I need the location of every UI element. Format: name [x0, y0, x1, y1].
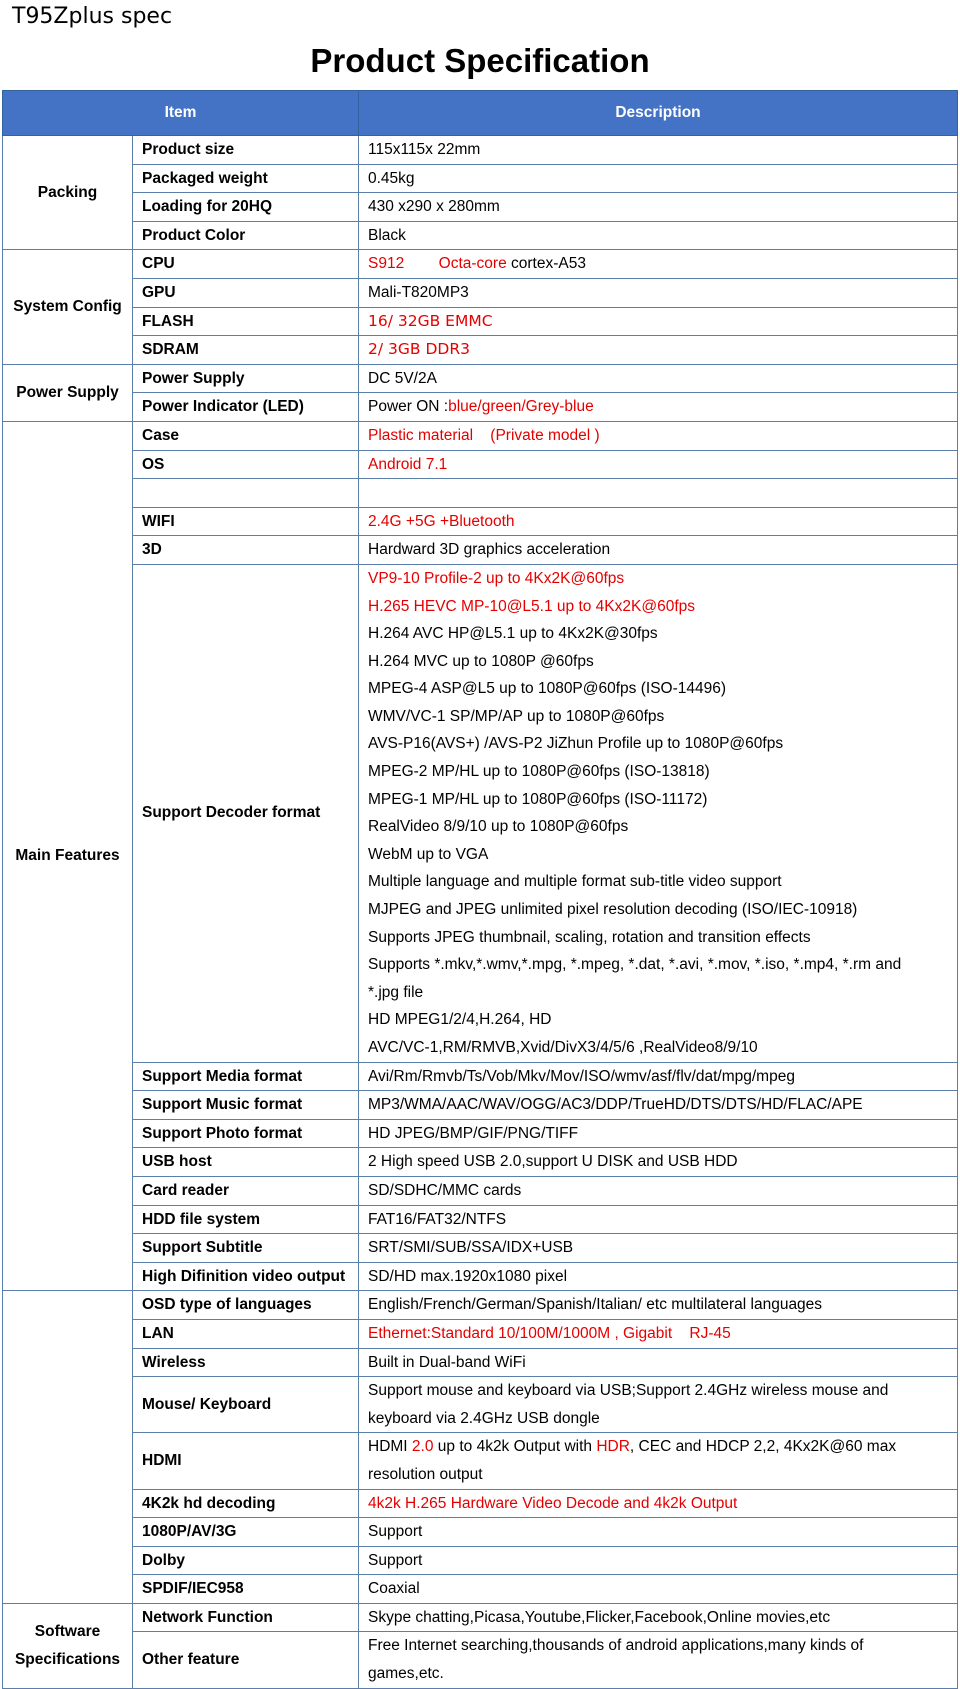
description-line — [368, 1604, 948, 1632]
description-line — [368, 620, 948, 648]
table-row — [3, 507, 958, 536]
description-line — [368, 813, 948, 841]
item-description — [359, 164, 958, 193]
item-label: CPU — [133, 250, 359, 279]
table-row — [3, 450, 958, 479]
item-description — [359, 1262, 958, 1291]
description-text: H.264 AVC HP@L5.1 up to 4Kx2K@30fps — [368, 625, 658, 643]
item-label: Network Function — [133, 1603, 359, 1632]
description-text: cortex-A53 — [506, 255, 586, 273]
item-label: HDMI — [133, 1433, 359, 1489]
description-text: MPEG-4 ASP@L5 up to 1080P@60fps (ISO-14496) — [368, 680, 727, 698]
description-line — [368, 675, 948, 703]
description-line — [368, 1547, 948, 1575]
item-description — [359, 479, 958, 508]
description-line — [368, 393, 948, 421]
description-line — [368, 1490, 948, 1518]
item-label — [133, 479, 359, 508]
description-line — [368, 1177, 948, 1205]
description-line — [368, 451, 948, 479]
description-text: Ethernet:Standard 10/100M/1000M , Gigabit RJ-45 — [368, 1324, 731, 1342]
table-row — [3, 1291, 958, 1320]
table-row — [3, 1062, 958, 1091]
description-text: keyboard via 2.4GHz USB dongle — [368, 1409, 600, 1427]
item-label: Card reader — [133, 1176, 359, 1205]
item-description — [359, 450, 958, 479]
item-description — [359, 421, 958, 450]
description-line — [368, 1263, 948, 1291]
description-text: Support — [368, 1523, 423, 1541]
group-label: Software Specifications — [3, 1603, 133, 1688]
description-text: 16/ 32GB EMMC — [368, 311, 493, 330]
item-description — [359, 1176, 958, 1205]
table-row — [3, 307, 958, 336]
description-text: S912 — [368, 255, 405, 273]
document-title: T95Zplus spec — [12, 4, 173, 29]
item-label: Loading for 20HQ — [133, 193, 359, 222]
description-text: Octa-core — [438, 255, 507, 273]
item-label: Packaged weight — [133, 164, 359, 193]
description-text: 2.0 — [411, 1438, 434, 1456]
table-row — [3, 1489, 958, 1518]
item-label: Support Music format — [133, 1091, 359, 1120]
table-header-row — [3, 91, 958, 136]
description-line — [368, 308, 948, 336]
table-row — [3, 1603, 958, 1632]
description-text: Avi/Rm/Rmvb/Ts/Vob/Mkv/Mov/ISO/wmv/asf/flv/dat/mpg/mpeg — [368, 1067, 795, 1085]
description-line — [368, 896, 948, 924]
table-row — [3, 536, 958, 565]
description-line — [368, 951, 948, 979]
item-description — [359, 307, 958, 336]
description-text: Mali-T820MP3 — [368, 283, 469, 301]
description-text: MP3/WMA/AAC/WAV/OGG/AC3/DDP/TrueHD/DTS/DTS/HD/FLAC/APE — [368, 1096, 863, 1114]
description-line — [368, 222, 948, 250]
description-text: games,etc. — [368, 1665, 444, 1683]
table-row — [3, 1234, 958, 1263]
description-text: RealVideo 8/9/10 up to 1080P@60fps — [368, 818, 629, 836]
group-label: Main Features — [3, 421, 133, 1290]
item-description — [359, 1433, 958, 1489]
spec-table-body — [3, 136, 958, 1689]
description-text: Support mouse and keyboard via USB;Support 2.4GHz wireless mouse and — [368, 1382, 889, 1400]
description-line — [368, 165, 948, 193]
table-row — [3, 136, 958, 165]
item-label: USB host — [133, 1148, 359, 1177]
description-text: Skype chatting,Picasa,Youtube,Flicker,Facebook,Online movies,etc — [368, 1608, 831, 1626]
description-text: , CEC and HDCP 2,2, 4Kx2K@60 max — [629, 1438, 897, 1456]
description-line — [368, 565, 948, 593]
description-line — [368, 841, 948, 869]
table-row — [3, 421, 958, 450]
item-label: Support Decoder format — [133, 564, 359, 1062]
item-label: Support Media format — [133, 1062, 359, 1091]
description-text: Android 7.1 — [368, 455, 448, 473]
description-text: MPEG-1 MP/HL up to 1080P@60fps (ISO-11172) — [368, 790, 708, 808]
description-text: DC 5V/2A — [368, 369, 437, 387]
item-label: Power Supply — [133, 364, 359, 393]
description-line — [368, 1091, 948, 1119]
page-title: Product Specification — [310, 42, 650, 79]
description-text: SRT/SMI/SUB/SSA/IDX+USB — [368, 1239, 574, 1257]
item-description — [359, 1062, 958, 1091]
description-text: MJPEG and JPEG unlimited pixel resolution decoding (ISO/IEC-10918) — [368, 901, 858, 919]
description-text: Multiple language and multiple format sub-title video support — [368, 873, 782, 891]
item-label: LAN — [133, 1319, 359, 1348]
description-line — [368, 1405, 948, 1433]
description-line — [368, 1006, 948, 1034]
item-description — [359, 221, 958, 250]
table-row — [3, 1518, 958, 1547]
description-text: SD/HD max.1920x1080 pixel — [368, 1267, 568, 1285]
description-line — [368, 508, 948, 536]
description-line — [368, 536, 948, 564]
description-text: 4k2k H.265 Hardware Video Decode and 4k2k Output — [368, 1494, 738, 1512]
description-line — [368, 868, 948, 896]
description-line — [368, 1632, 948, 1660]
item-label: Support Subtitle — [133, 1234, 359, 1263]
item-description — [359, 1603, 958, 1632]
item-label: 4K2k hd decoding — [133, 1489, 359, 1518]
item-description — [359, 1119, 958, 1148]
table-row — [3, 1148, 958, 1177]
description-text: 2/ 3GB DDR3 — [368, 340, 470, 359]
table-row — [3, 336, 958, 365]
description-line — [368, 136, 948, 164]
table-row — [3, 364, 958, 393]
description-text: AVC/VC-1,RM/RMVB,Xvid/DivX3/4/5/6 ,RealVideo8/9/10 — [368, 1039, 758, 1056]
item-label: Other feature — [133, 1632, 359, 1688]
description-text: SD/SDHC/MMC cards — [368, 1181, 522, 1199]
item-description — [359, 1632, 958, 1688]
description-text: *.jpg file — [368, 983, 424, 1001]
description-text: Plastic material (Private model ) — [368, 426, 600, 444]
table-row — [3, 1348, 958, 1377]
description-line — [368, 1660, 948, 1688]
item-label: HDD file system — [133, 1205, 359, 1234]
description-line — [368, 1034, 948, 1062]
item-description — [359, 136, 958, 165]
description-text: 2 High speed USB 2.0,support U DISK and USB HDD — [368, 1153, 738, 1171]
item-label: Mouse/ Keyboard — [133, 1377, 359, 1433]
item-description — [359, 564, 958, 1062]
group-label: Power Supply — [3, 364, 133, 421]
description-text: 2.4G +5G +Bluetooth — [368, 512, 515, 530]
group-label: Packing — [3, 136, 133, 250]
item-description — [359, 250, 958, 279]
description-text: AVS-P16(AVS+) /AVS-P2 JiZhun Profile up to 1080P@60fps — [368, 735, 784, 753]
item-description — [359, 536, 958, 565]
item-description — [359, 1291, 958, 1320]
item-description — [359, 507, 958, 536]
description-text: Built in Dual-band WiFi — [368, 1353, 526, 1371]
description-text: Support — [368, 1551, 423, 1569]
description-line — [368, 1320, 948, 1348]
table-row — [3, 1377, 958, 1433]
description-text: Power ON : — [368, 398, 449, 416]
item-label: OS — [133, 450, 359, 479]
description-text: HD JPEG/BMP/GIF/PNG/TIFF — [368, 1124, 579, 1142]
group-label — [3, 1291, 133, 1604]
table-row — [3, 1433, 958, 1489]
item-description — [359, 1575, 958, 1604]
description-text: Hardward 3D graphics acceleration — [368, 541, 611, 559]
description-line — [368, 1148, 948, 1176]
description-text: up to 4k2k Output with — [433, 1438, 597, 1456]
description-line — [368, 1234, 948, 1262]
description-text: H.264 MVC up to 1080P @60fps — [368, 652, 594, 670]
item-label: Dolby — [133, 1546, 359, 1575]
table-row — [3, 479, 958, 508]
description-text: 115x115x 22mm — [368, 141, 481, 158]
description-line — [368, 979, 948, 1007]
spec-table — [2, 90, 958, 1689]
description-line — [368, 1349, 948, 1377]
description-text: HDR — [596, 1438, 630, 1456]
description-line — [368, 924, 948, 952]
item-description — [359, 364, 958, 393]
description-text: VP9-10 Profile-2 up to 4Kx2K@60fps — [368, 569, 625, 587]
description-text: resolution output — [368, 1465, 483, 1483]
column-header-item: Item — [3, 91, 359, 136]
table-row — [3, 250, 958, 279]
description-line — [368, 593, 948, 621]
item-label: 3D — [133, 536, 359, 565]
description-line — [368, 1377, 948, 1405]
description-text: blue/green/Grey-blue — [448, 398, 594, 416]
table-row — [3, 564, 958, 1062]
description-line — [368, 786, 948, 814]
item-label: Case — [133, 421, 359, 450]
table-row — [3, 278, 958, 307]
description-line — [368, 479, 948, 507]
item-label: Power Indicator (LED) — [133, 393, 359, 422]
item-description — [359, 278, 958, 307]
item-description — [359, 1348, 958, 1377]
description-line — [368, 279, 948, 307]
item-description — [359, 1489, 958, 1518]
description-line — [368, 193, 948, 221]
item-label: FLASH — [133, 307, 359, 336]
description-text: HD MPEG1/2/4,H.264, HD — [368, 1011, 552, 1029]
description-text: WebM up to VGA — [368, 845, 489, 863]
description-text: Free Internet searching,thousands of android applications,many kinds of — [368, 1637, 864, 1655]
description-line — [368, 703, 948, 731]
description-text: 430 x290 x 280mm — [368, 198, 500, 216]
table-row — [3, 1546, 958, 1575]
item-label: OSD type of languages — [133, 1291, 359, 1320]
description-line — [368, 1063, 948, 1091]
description-line — [368, 648, 948, 676]
description-text: FAT16/FAT32/NTFS — [368, 1210, 507, 1228]
table-row — [3, 1176, 958, 1205]
description-text: Supports *.mkv,*.wmv,*.mpg, *.mpeg, *.dat, *.avi, *.mov, *.iso, *.mp4, *.rm and — [368, 956, 902, 974]
description-text: English/French/German/Spanish/Italian/ etc multilateral languages — [368, 1296, 823, 1314]
item-description — [359, 1148, 958, 1177]
item-label: SDRAM — [133, 336, 359, 365]
column-header-description: Description — [359, 91, 958, 136]
item-label: Product Color — [133, 221, 359, 250]
item-label: 1080P/AV/3G — [133, 1518, 359, 1547]
table-row — [3, 1632, 958, 1688]
description-line — [368, 1291, 948, 1319]
group-label: System Config — [3, 250, 133, 364]
item-description — [359, 1234, 958, 1263]
item-description — [359, 393, 958, 422]
description-line — [368, 1120, 948, 1148]
item-label: GPU — [133, 278, 359, 307]
item-label: WIFI — [133, 507, 359, 536]
description-line — [368, 336, 948, 364]
description-line — [368, 250, 948, 278]
description-line — [368, 1518, 948, 1546]
item-label: Wireless — [133, 1348, 359, 1377]
table-row — [3, 1091, 958, 1120]
item-label: Support Photo format — [133, 1119, 359, 1148]
item-label: Product size — [133, 136, 359, 165]
table-row — [3, 1205, 958, 1234]
description-text: MPEG-2 MP/HL up to 1080P@60fps (ISO-13818) — [368, 763, 710, 781]
table-row — [3, 164, 958, 193]
description-text: HDMI — [368, 1438, 412, 1456]
item-label: High Difinition video output — [133, 1262, 359, 1291]
description-line — [368, 1575, 948, 1603]
description-text: 0.45kg — [368, 169, 415, 187]
item-description — [359, 1546, 958, 1575]
item-description — [359, 1205, 958, 1234]
description-text: Coaxial — [368, 1580, 420, 1598]
table-row — [3, 1319, 958, 1348]
description-line — [368, 1206, 948, 1234]
table-row — [3, 1119, 958, 1148]
table-row — [3, 221, 958, 250]
item-description — [359, 1091, 958, 1120]
item-label: SPDIF/IEC958 — [133, 1575, 359, 1604]
table-row — [3, 1262, 958, 1291]
description-line — [368, 422, 948, 450]
description-line — [368, 365, 948, 393]
description-text: H.265 HEVC MP-10@L5.1 up to 4Kx2K@60fps — [368, 597, 695, 615]
description-text: Supports JPEG thumbnail, scaling, rotation and transition effects — [368, 928, 811, 946]
description-line — [368, 1433, 948, 1461]
item-description — [359, 1518, 958, 1547]
table-row — [3, 1575, 958, 1604]
table-row — [3, 393, 958, 422]
item-description — [359, 1377, 958, 1433]
description-text — [404, 255, 438, 272]
description-text: Black — [368, 226, 406, 244]
description-line — [368, 1461, 948, 1489]
item-description — [359, 336, 958, 365]
table-row — [3, 193, 958, 222]
item-description — [359, 1319, 958, 1348]
description-text: WMV/VC-1 SP/MP/AP up to 1080P@60fps — [368, 707, 665, 725]
description-line — [368, 730, 948, 758]
description-line — [368, 758, 948, 786]
item-description — [359, 193, 958, 222]
